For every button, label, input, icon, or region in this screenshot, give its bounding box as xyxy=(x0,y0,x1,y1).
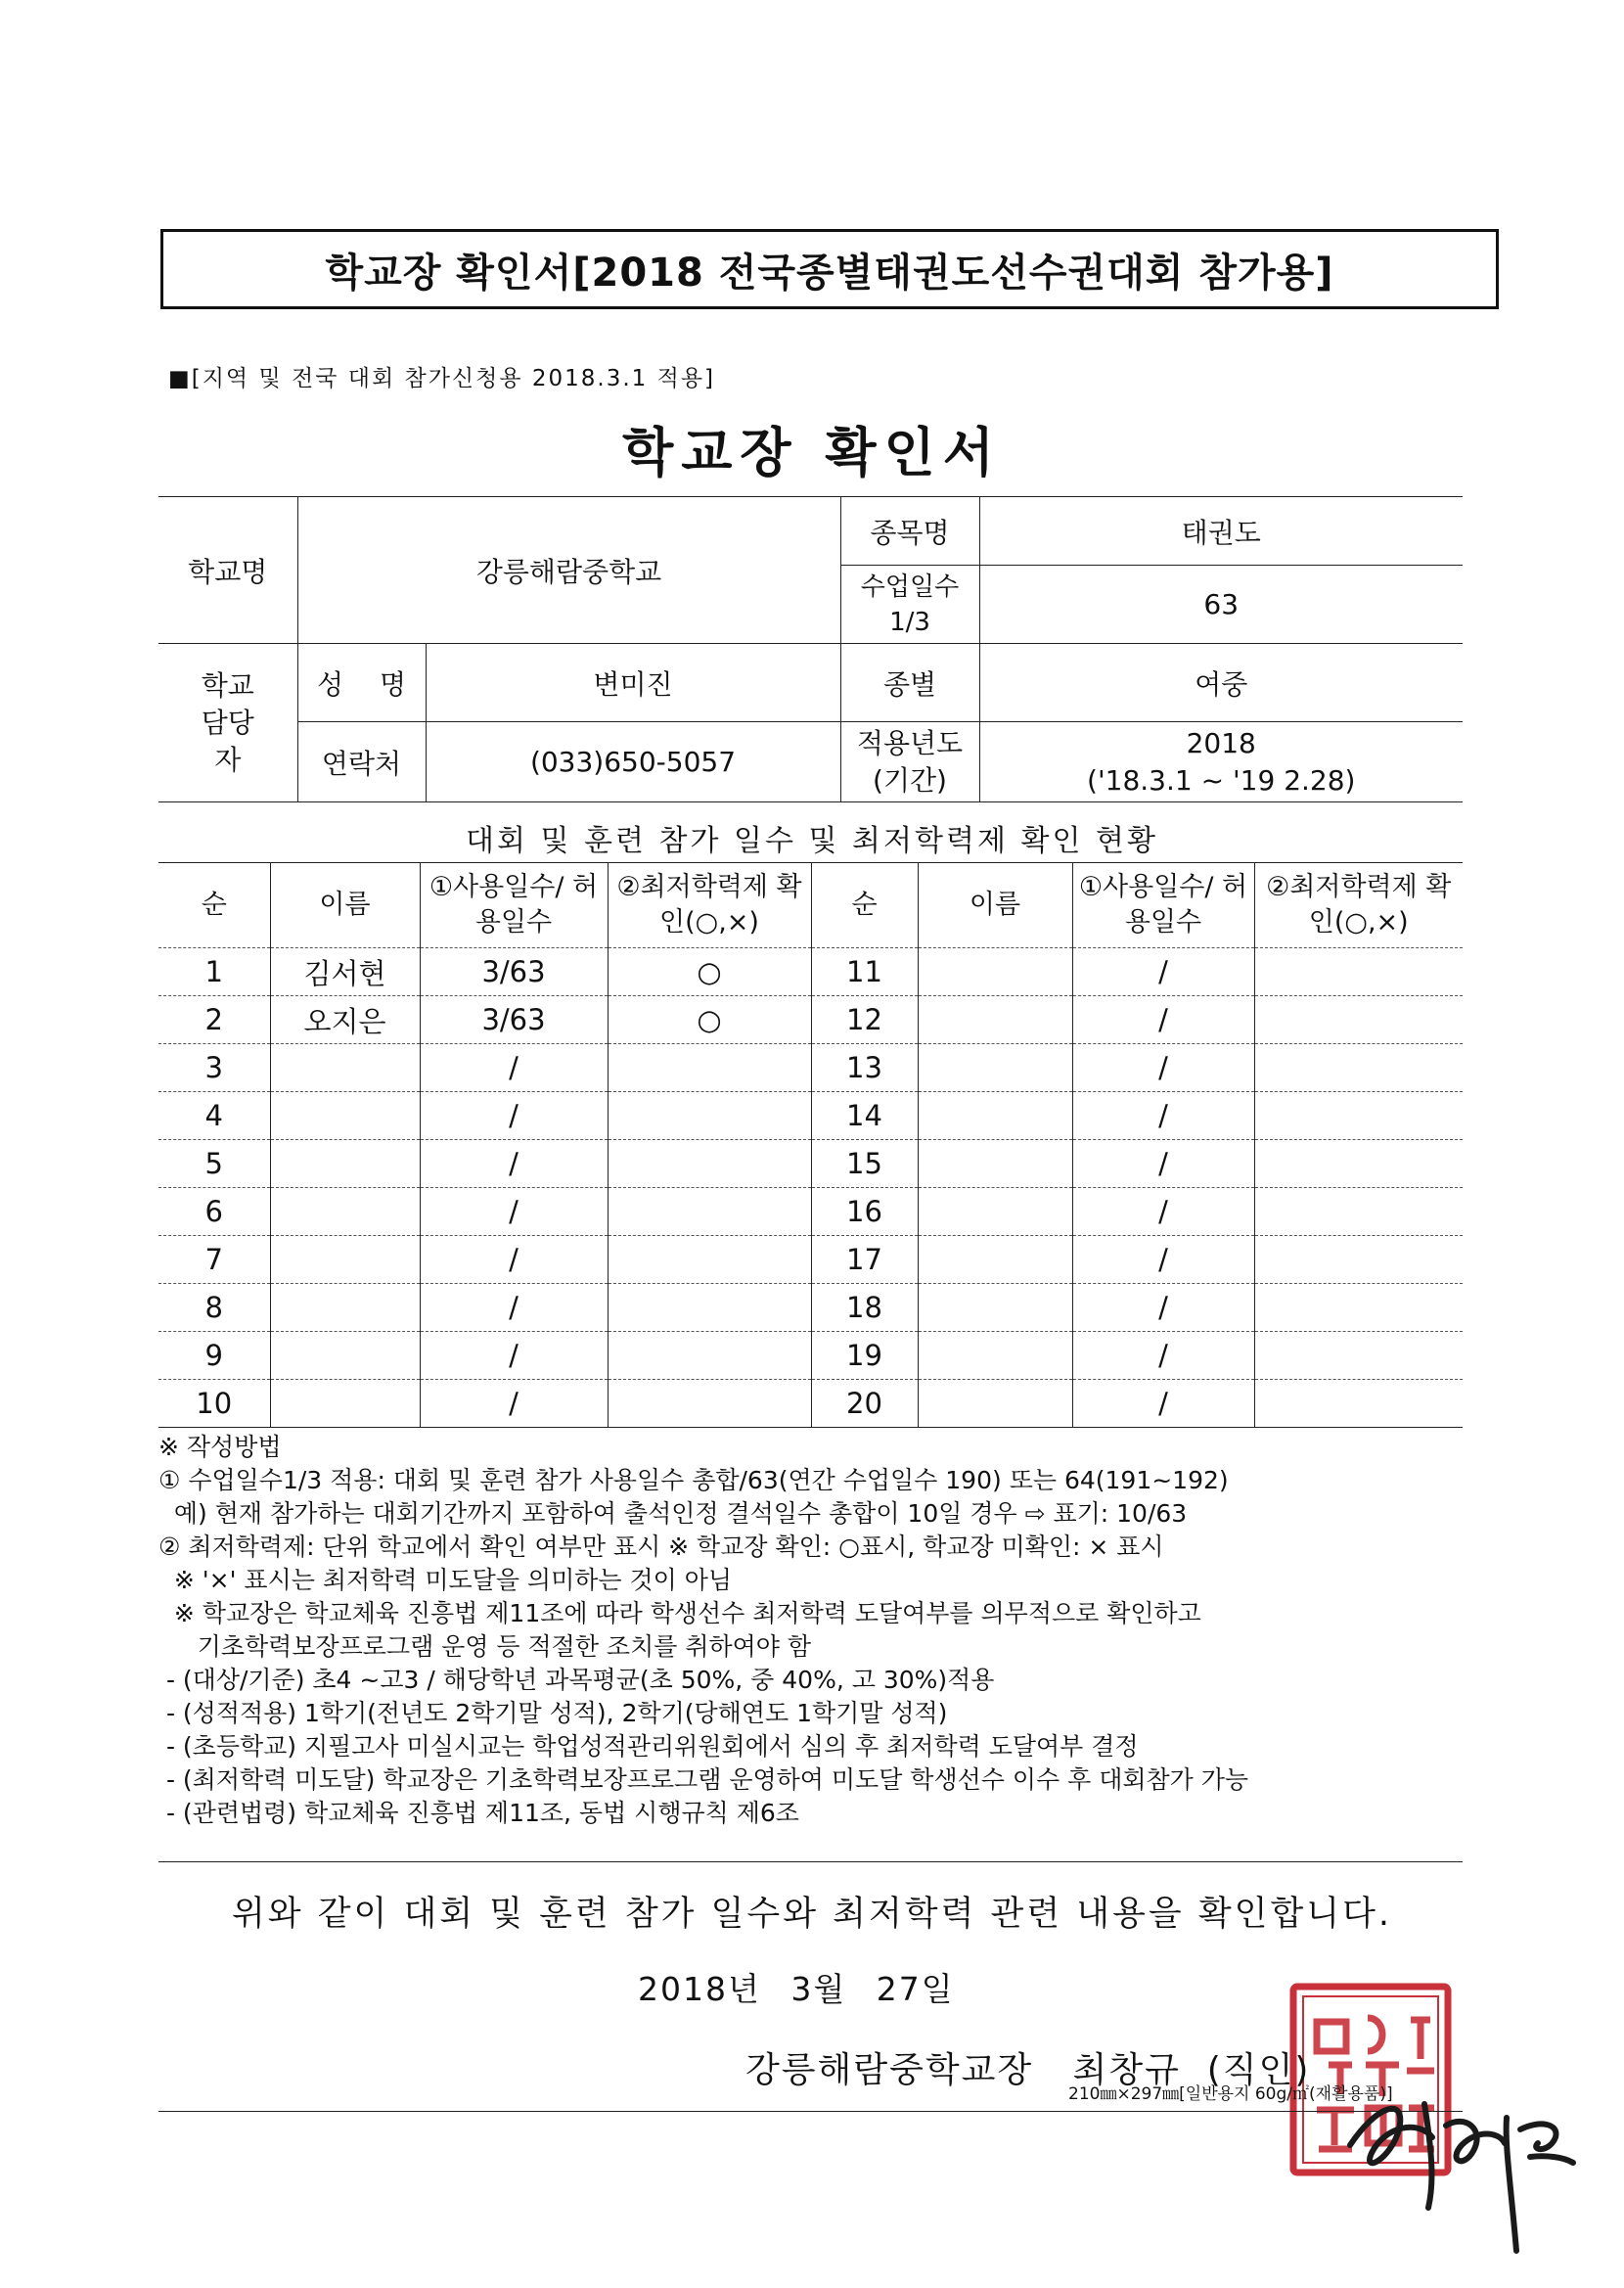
roster-row xyxy=(158,1284,1463,1332)
cell-check xyxy=(1254,1236,1463,1284)
instruction-line: 기초학력보장프로그램 운영 등 적절한 조치를 취하여야 함 xyxy=(158,1632,812,1661)
cell-days: 3/63 xyxy=(420,996,608,1044)
school-value: 강릉해람중학교 xyxy=(297,497,840,644)
instruction-line: - (성적적용) 1학기(전년도 2학기말 성적), 2학기(당해연도 1학기말 성적) xyxy=(158,1699,948,1727)
year-value: 2018 xyxy=(1186,726,1256,759)
cell-days: 3/63 xyxy=(420,948,608,996)
cell-name xyxy=(270,1140,420,1188)
divider xyxy=(158,1861,1463,1862)
cell-no: 11 xyxy=(811,948,918,996)
cell-no: 14 xyxy=(811,1092,918,1140)
roster-table xyxy=(158,862,1463,1428)
confirmation-text: 위와 같이 대회 및 훈련 참가 일수와 최저학력 관련 내용을 확인합니다. xyxy=(231,1895,1393,1934)
cell-check xyxy=(1254,1188,1463,1236)
school-info-table xyxy=(158,496,1463,802)
roster-row xyxy=(158,1380,1463,1428)
cell-check xyxy=(1254,1284,1463,1332)
cell-no: 3 xyxy=(158,1044,270,1092)
cell-check xyxy=(608,1044,811,1092)
cell-no: 1 xyxy=(158,948,270,996)
cell-check xyxy=(1254,1044,1463,1092)
cell-days: / xyxy=(1072,1284,1254,1332)
cell-days: / xyxy=(1072,1188,1254,1236)
cell-no: 16 xyxy=(811,1188,918,1236)
principal-signature-line: 강릉해람중학교장 최창규 (직인) xyxy=(745,2050,1311,2090)
cell-check xyxy=(608,1332,811,1380)
event-value: 태권도 xyxy=(979,497,1463,566)
handwritten-signature xyxy=(1338,2036,1583,2265)
instruction-line: - (최저학력 미도달) 학교장은 기초학력보장프로그램 운영하여 미도달 학생선수 이수 후 대회참가 가능 xyxy=(158,1765,1249,1794)
cell-name xyxy=(270,1092,420,1140)
cell-days: / xyxy=(1072,1380,1254,1428)
document-title: 학교장 확인서[2018 전국종별태권도선수권대회 참가용] xyxy=(325,250,1334,296)
cell-no: 18 xyxy=(811,1284,918,1332)
cell-no: 19 xyxy=(811,1332,918,1380)
cell-name xyxy=(918,948,1072,996)
contact-value: (033)650-5057 xyxy=(426,722,840,802)
cell-name xyxy=(918,996,1072,1044)
cell-name xyxy=(918,1380,1072,1428)
instruction-line: 예) 현재 참가하는 대회기간까지 포함하여 출석인정 결석일수 총합이 10일 경우 ⇨ 표기: 10/63 xyxy=(158,1499,1188,1528)
cell-name xyxy=(270,1044,420,1092)
instruction-line: ※ '×' 표시는 최저학력 미도달을 의미하는 것이 아님 xyxy=(158,1566,733,1594)
cell-name xyxy=(918,1140,1072,1188)
cell-days: / xyxy=(1072,948,1254,996)
cell-name xyxy=(918,1332,1072,1380)
cell-no: 17 xyxy=(811,1236,918,1284)
cell-no: 12 xyxy=(811,996,918,1044)
cell-no: 9 xyxy=(158,1332,270,1380)
instruction-line: - (관련법령) 학교체육 진흥법 제11조, 동법 시행규칙 제6조 xyxy=(158,1799,799,1827)
cell-days: / xyxy=(420,1188,608,1236)
header-check: ②최저학력제 확인(○,×) xyxy=(608,863,811,948)
cell-name xyxy=(270,1236,420,1284)
cell-no: 6 xyxy=(158,1188,270,1236)
instruction-line: ① 수업일수1/3 적용: 대회 및 훈련 참가 사용일수 총합/63(연간 수업일수 190) 또는 64(191~192) xyxy=(158,1466,1229,1494)
cell-days: / xyxy=(1072,1332,1254,1380)
cell-check xyxy=(608,1188,811,1236)
cell-days: / xyxy=(1072,996,1254,1044)
cell-name xyxy=(918,1236,1072,1284)
year-period: ('18.3.1 ~ '19 2.28) xyxy=(1087,763,1356,797)
cell-no: 2 xyxy=(158,996,270,1044)
cell-check: ○ xyxy=(608,948,811,996)
main-title: 학교장 확인서 xyxy=(622,422,1002,483)
cell-days: / xyxy=(420,1332,608,1380)
days-label: 수업일수 1/3 xyxy=(840,566,979,644)
header-days-2: ①사용일수/ 허용일수 xyxy=(1072,863,1254,948)
cell-check xyxy=(608,1380,811,1428)
cell-no: 13 xyxy=(811,1044,918,1092)
issue-date: 2018년 3월 27일 xyxy=(638,1970,955,2008)
cell-name xyxy=(270,1188,420,1236)
cell-no: 5 xyxy=(158,1140,270,1188)
cell-no: 8 xyxy=(158,1284,270,1332)
cell-days: / xyxy=(1072,1044,1254,1092)
instruction-line: ※ 작성방법 xyxy=(158,1433,282,1461)
instruction-line: ② 최저학력제: 단위 학교에서 확인 여부만 표시 ※ 학교장 확인: ○표시, 학교장 미확인: × 표시 xyxy=(158,1533,1164,1561)
event-label: 종목명 xyxy=(840,497,979,566)
application-note: ■[지역 및 전국 대회 참가신청용 2018.3.1 적용] xyxy=(168,366,716,391)
cell-check xyxy=(608,1236,811,1284)
category-label: 종별 xyxy=(840,644,979,722)
cell-no: 15 xyxy=(811,1140,918,1188)
cell-no: 7 xyxy=(158,1236,270,1284)
cell-days: / xyxy=(420,1140,608,1188)
cell-days: / xyxy=(1072,1140,1254,1188)
year-cell xyxy=(979,722,1463,802)
cell-check xyxy=(1254,1140,1463,1188)
manager-label: 학교 담당자 xyxy=(158,644,297,802)
cell-check xyxy=(1254,996,1463,1044)
header-name-2: 이름 xyxy=(918,863,1072,948)
cell-days: / xyxy=(1072,1092,1254,1140)
cell-check xyxy=(1254,1092,1463,1140)
cell-no: 20 xyxy=(811,1380,918,1428)
cell-check xyxy=(608,1092,811,1140)
header-check-2: ②최저학력제 확인(○,×) xyxy=(1254,863,1463,948)
roster-row xyxy=(158,1092,1463,1140)
roster-row xyxy=(158,1140,1463,1188)
roster-row xyxy=(158,1188,1463,1236)
cell-days: / xyxy=(420,1044,608,1092)
instruction-line: - (대상/기준) 초4 ~고3 / 해당학년 과목평균(초 50%, 중 40%, 고 30%)적용 xyxy=(158,1666,995,1694)
instruction-line: - (초등학교) 지필고사 미실시교는 학업성적관리위원회에서 심의 후 최저학력 도달여부 결정 xyxy=(158,1732,1139,1761)
cell-name xyxy=(918,1188,1072,1236)
cell-name xyxy=(270,1380,420,1428)
writing-instructions xyxy=(158,1431,1469,1830)
cell-name xyxy=(918,1092,1072,1140)
days-value: 63 xyxy=(979,566,1463,644)
school-label: 학교명 xyxy=(158,497,297,644)
cell-name xyxy=(918,1044,1072,1092)
cell-days: / xyxy=(1072,1236,1254,1284)
name-value: 변미진 xyxy=(426,644,840,722)
cell-no: 10 xyxy=(158,1380,270,1428)
cell-check xyxy=(1254,948,1463,996)
cell-name xyxy=(270,1332,420,1380)
category-value: 여중 xyxy=(979,644,1463,722)
cell-name: 김서현 xyxy=(270,948,420,996)
roster-row xyxy=(158,1332,1463,1380)
cell-name: 오지은 xyxy=(270,996,420,1044)
cell-check: ○ xyxy=(608,996,811,1044)
roster-row xyxy=(158,948,1463,996)
cell-check xyxy=(608,1140,811,1188)
cell-no: 4 xyxy=(158,1092,270,1140)
header-no-2: 순 xyxy=(811,863,918,948)
roster-row xyxy=(158,1236,1463,1284)
roster-row xyxy=(158,1044,1463,1092)
roster-row xyxy=(158,996,1463,1044)
cell-name xyxy=(918,1284,1072,1332)
header-no: 순 xyxy=(158,863,270,948)
cell-check xyxy=(608,1284,811,1332)
cell-check xyxy=(1254,1332,1463,1380)
header-name: 이름 xyxy=(270,863,420,948)
roster-header-row xyxy=(158,863,1463,948)
contact-label: 연락처 xyxy=(297,722,426,802)
cell-name xyxy=(270,1284,420,1332)
cell-check xyxy=(1254,1380,1463,1428)
cell-days: / xyxy=(420,1284,608,1332)
roster-section-title: 대회 및 훈련 참가 일수 및 최저학력제 확인 현황 xyxy=(466,824,1158,858)
instruction-line: ※ 학교장은 학교체육 진흥법 제11조에 따라 학생선수 최저학력 도달여부를 의무적으로 확인하고 xyxy=(158,1599,1201,1627)
paper-spec: 210㎜×297㎜[일반용지 60g/㎡(재활용품)] xyxy=(1068,2084,1393,2104)
cell-days: / xyxy=(420,1380,608,1428)
cell-days: / xyxy=(420,1092,608,1140)
document-title-box xyxy=(160,229,1499,309)
footer-divider xyxy=(158,2111,1463,2112)
header-days: ①사용일수/ 허용일수 xyxy=(420,863,608,948)
year-label: 적용년도 (기간) xyxy=(840,722,979,802)
name-label: 성 명 xyxy=(297,644,426,722)
cell-days: / xyxy=(420,1236,608,1284)
